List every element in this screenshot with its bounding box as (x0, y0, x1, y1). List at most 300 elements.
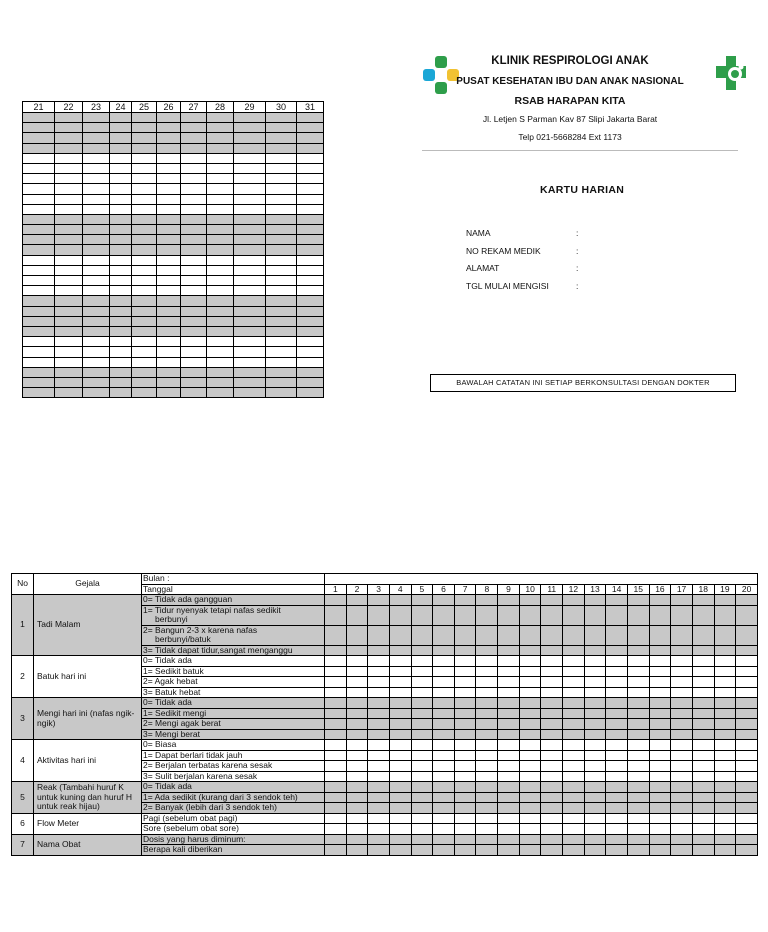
day-entry-cell[interactable] (411, 645, 433, 656)
grid-cell[interactable] (110, 204, 132, 214)
day-entry-cell[interactable] (714, 813, 736, 824)
day-entry-cell[interactable] (714, 750, 736, 761)
day-entry-cell[interactable] (519, 625, 541, 645)
grid-cell[interactable] (207, 306, 234, 316)
grid-cell[interactable] (23, 214, 55, 224)
day-entry-cell[interactable] (541, 834, 563, 845)
grid-cell[interactable] (23, 123, 55, 133)
day-entry-cell[interactable] (736, 698, 758, 709)
grid-cell[interactable] (207, 377, 234, 387)
grid-cell[interactable] (297, 143, 324, 153)
day-entry-cell[interactable] (325, 595, 347, 606)
grid-cell[interactable] (23, 133, 55, 143)
day-entry-cell[interactable] (541, 813, 563, 824)
grid-cell[interactable] (181, 245, 207, 255)
day-entry-cell[interactable] (519, 666, 541, 677)
grid-cell[interactable] (181, 337, 207, 347)
grid-cell[interactable] (110, 113, 132, 123)
day-entry-cell[interactable] (692, 834, 714, 845)
day-entry-cell[interactable] (454, 595, 476, 606)
day-entry-cell[interactable] (627, 656, 649, 667)
day-entry-cell[interactable] (736, 666, 758, 677)
day-entry-cell[interactable] (454, 761, 476, 772)
grid-cell[interactable] (55, 153, 83, 163)
grid-cell[interactable] (266, 286, 297, 296)
grid-cell[interactable] (110, 174, 132, 184)
grid-cell[interactable] (207, 225, 234, 235)
day-entry-cell[interactable] (454, 845, 476, 856)
grid-cell[interactable] (297, 276, 324, 286)
day-entry-cell[interactable] (606, 625, 628, 645)
grid-cell[interactable] (207, 123, 234, 133)
day-entry-cell[interactable] (584, 729, 606, 740)
day-entry-cell[interactable] (606, 834, 628, 845)
day-entry-cell[interactable] (433, 698, 455, 709)
day-entry-cell[interactable] (498, 719, 520, 730)
day-entry-cell[interactable] (454, 677, 476, 688)
day-entry-cell[interactable] (692, 645, 714, 656)
day-entry-cell[interactable] (649, 824, 671, 835)
grid-cell[interactable] (266, 337, 297, 347)
day-entry-cell[interactable] (454, 687, 476, 698)
day-entry-cell[interactable] (671, 845, 693, 856)
grid-cell[interactable] (132, 174, 157, 184)
day-entry-cell[interactable] (627, 803, 649, 814)
grid-cell[interactable] (207, 163, 234, 173)
grid-cell[interactable] (181, 388, 207, 398)
day-entry-cell[interactable] (692, 666, 714, 677)
day-entry-cell[interactable] (411, 771, 433, 782)
day-entry-cell[interactable] (649, 813, 671, 824)
day-entry-cell[interactable] (563, 708, 585, 719)
grid-cell[interactable] (157, 357, 181, 367)
day-entry-cell[interactable] (714, 729, 736, 740)
grid-cell[interactable] (110, 235, 132, 245)
grid-cell[interactable] (110, 265, 132, 275)
day-entry-cell[interactable] (541, 698, 563, 709)
grid-cell[interactable] (55, 214, 83, 224)
grid-cell[interactable] (234, 296, 266, 306)
day-entry-cell[interactable] (389, 677, 411, 688)
day-entry-cell[interactable] (627, 719, 649, 730)
grid-cell[interactable] (234, 326, 266, 336)
grid-cell[interactable] (55, 326, 83, 336)
grid-cell[interactable] (23, 245, 55, 255)
day-entry-cell[interactable] (411, 595, 433, 606)
day-entry-cell[interactable] (389, 698, 411, 709)
grid-cell[interactable] (266, 357, 297, 367)
day-entry-cell[interactable] (606, 595, 628, 606)
grid-cell[interactable] (23, 388, 55, 398)
day-entry-cell[interactable] (433, 595, 455, 606)
day-entry-cell[interactable] (563, 605, 585, 625)
day-entry-cell[interactable] (519, 708, 541, 719)
day-entry-cell[interactable] (519, 719, 541, 730)
grid-cell[interactable] (83, 153, 110, 163)
day-entry-cell[interactable] (411, 834, 433, 845)
day-entry-cell[interactable] (411, 656, 433, 667)
day-entry-cell[interactable] (498, 782, 520, 793)
grid-cell[interactable] (157, 296, 181, 306)
day-entry-cell[interactable] (584, 605, 606, 625)
grid-cell[interactable] (110, 388, 132, 398)
day-entry-cell[interactable] (433, 824, 455, 835)
grid-cell[interactable] (266, 153, 297, 163)
day-entry-cell[interactable] (606, 719, 628, 730)
grid-cell[interactable] (132, 123, 157, 133)
day-entry-cell[interactable] (411, 605, 433, 625)
day-entry-cell[interactable] (714, 719, 736, 730)
grid-cell[interactable] (181, 184, 207, 194)
day-entry-cell[interactable] (368, 813, 390, 824)
day-entry-cell[interactable] (368, 782, 390, 793)
day-entry-cell[interactable] (433, 605, 455, 625)
grid-cell[interactable] (83, 174, 110, 184)
grid-cell[interactable] (83, 184, 110, 194)
day-entry-cell[interactable] (649, 782, 671, 793)
day-entry-cell[interactable] (498, 834, 520, 845)
grid-cell[interactable] (207, 204, 234, 214)
grid-cell[interactable] (181, 194, 207, 204)
day-entry-cell[interactable] (476, 761, 498, 772)
day-entry-cell[interactable] (563, 677, 585, 688)
day-entry-cell[interactable] (627, 740, 649, 751)
day-entry-cell[interactable] (606, 782, 628, 793)
day-entry-cell[interactable] (736, 729, 758, 740)
day-entry-cell[interactable] (563, 656, 585, 667)
day-entry-cell[interactable] (714, 845, 736, 856)
grid-cell[interactable] (55, 143, 83, 153)
grid-cell[interactable] (23, 326, 55, 336)
grid-cell[interactable] (55, 377, 83, 387)
day-entry-cell[interactable] (454, 813, 476, 824)
grid-cell[interactable] (23, 286, 55, 296)
grid-cell[interactable] (234, 316, 266, 326)
grid-cell[interactable] (157, 163, 181, 173)
day-entry-cell[interactable] (368, 834, 390, 845)
day-entry-cell[interactable] (368, 750, 390, 761)
day-entry-cell[interactable] (627, 834, 649, 845)
day-entry-cell[interactable] (389, 605, 411, 625)
grid-cell[interactable] (83, 113, 110, 123)
day-entry-cell[interactable] (627, 824, 649, 835)
day-entry-cell[interactable] (498, 708, 520, 719)
grid-cell[interactable] (266, 123, 297, 133)
day-entry-cell[interactable] (563, 834, 585, 845)
day-entry-cell[interactable] (368, 792, 390, 803)
day-entry-cell[interactable] (714, 605, 736, 625)
day-entry-cell[interactable] (454, 708, 476, 719)
day-entry-cell[interactable] (433, 645, 455, 656)
grid-cell[interactable] (55, 337, 83, 347)
grid-cell[interactable] (23, 194, 55, 204)
day-entry-cell[interactable] (606, 708, 628, 719)
day-entry-cell[interactable] (671, 677, 693, 688)
grid-cell[interactable] (297, 194, 324, 204)
day-entry-cell[interactable] (519, 803, 541, 814)
day-entry-cell[interactable] (389, 803, 411, 814)
day-entry-cell[interactable] (346, 666, 368, 677)
day-entry-cell[interactable] (325, 719, 347, 730)
grid-cell[interactable] (55, 316, 83, 326)
day-entry-cell[interactable] (584, 656, 606, 667)
day-entry-cell[interactable] (692, 792, 714, 803)
grid-cell[interactable] (55, 276, 83, 286)
grid-cell[interactable] (132, 326, 157, 336)
day-entry-cell[interactable] (325, 813, 347, 824)
grid-cell[interactable] (297, 184, 324, 194)
day-entry-cell[interactable] (454, 750, 476, 761)
grid-cell[interactable] (234, 184, 266, 194)
day-entry-cell[interactable] (692, 625, 714, 645)
grid-cell[interactable] (132, 388, 157, 398)
day-entry-cell[interactable] (736, 845, 758, 856)
day-entry-cell[interactable] (714, 687, 736, 698)
day-entry-cell[interactable] (498, 687, 520, 698)
day-entry-cell[interactable] (714, 782, 736, 793)
day-entry-cell[interactable] (346, 740, 368, 751)
day-entry-cell[interactable] (389, 845, 411, 856)
grid-cell[interactable] (132, 225, 157, 235)
day-entry-cell[interactable] (454, 824, 476, 835)
day-entry-cell[interactable] (649, 761, 671, 772)
day-entry-cell[interactable] (714, 834, 736, 845)
day-entry-cell[interactable] (563, 698, 585, 709)
day-entry-cell[interactable] (433, 803, 455, 814)
day-entry-cell[interactable] (389, 834, 411, 845)
grid-cell[interactable] (83, 245, 110, 255)
day-entry-cell[interactable] (498, 803, 520, 814)
grid-cell[interactable] (110, 143, 132, 153)
day-entry-cell[interactable] (498, 792, 520, 803)
day-entry-cell[interactable] (389, 645, 411, 656)
day-entry-cell[interactable] (584, 666, 606, 677)
grid-cell[interactable] (157, 367, 181, 377)
day-entry-cell[interactable] (692, 845, 714, 856)
day-entry-cell[interactable] (346, 698, 368, 709)
grid-cell[interactable] (23, 153, 55, 163)
grid-cell[interactable] (181, 204, 207, 214)
day-entry-cell[interactable] (649, 834, 671, 845)
grid-cell[interactable] (181, 225, 207, 235)
day-entry-cell[interactable] (411, 666, 433, 677)
grid-cell[interactable] (157, 316, 181, 326)
day-entry-cell[interactable] (389, 813, 411, 824)
day-entry-cell[interactable] (692, 595, 714, 606)
grid-cell[interactable] (83, 357, 110, 367)
day-entry-cell[interactable] (584, 803, 606, 814)
grid-cell[interactable] (110, 347, 132, 357)
day-entry-cell[interactable] (649, 750, 671, 761)
day-entry-cell[interactable] (498, 666, 520, 677)
grid-cell[interactable] (110, 225, 132, 235)
day-entry-cell[interactable] (476, 824, 498, 835)
day-entry-cell[interactable] (563, 761, 585, 772)
day-entry-cell[interactable] (519, 761, 541, 772)
grid-cell[interactable] (266, 245, 297, 255)
day-entry-cell[interactable] (671, 813, 693, 824)
day-entry-cell[interactable] (368, 605, 390, 625)
day-entry-cell[interactable] (541, 605, 563, 625)
day-entry-cell[interactable] (325, 792, 347, 803)
grid-cell[interactable] (207, 174, 234, 184)
grid-cell[interactable] (207, 133, 234, 143)
day-entry-cell[interactable] (606, 656, 628, 667)
day-entry-cell[interactable] (606, 605, 628, 625)
day-entry-cell[interactable] (692, 656, 714, 667)
day-entry-cell[interactable] (649, 595, 671, 606)
grid-cell[interactable] (207, 214, 234, 224)
day-entry-cell[interactable] (519, 813, 541, 824)
day-entry-cell[interactable] (519, 729, 541, 740)
day-entry-cell[interactable] (325, 761, 347, 772)
day-entry-cell[interactable] (476, 771, 498, 782)
grid-cell[interactable] (23, 113, 55, 123)
day-entry-cell[interactable] (714, 595, 736, 606)
grid-cell[interactable] (157, 377, 181, 387)
day-entry-cell[interactable] (671, 771, 693, 782)
grid-cell[interactable] (55, 133, 83, 143)
grid-cell[interactable] (132, 347, 157, 357)
grid-cell[interactable] (234, 245, 266, 255)
day-entry-cell[interactable] (454, 656, 476, 667)
day-entry-cell[interactable] (498, 605, 520, 625)
grid-cell[interactable] (297, 316, 324, 326)
day-entry-cell[interactable] (325, 824, 347, 835)
grid-cell[interactable] (181, 133, 207, 143)
day-entry-cell[interactable] (476, 698, 498, 709)
day-entry-cell[interactable] (433, 771, 455, 782)
day-entry-cell[interactable] (346, 750, 368, 761)
day-entry-cell[interactable] (671, 761, 693, 772)
day-entry-cell[interactable] (519, 740, 541, 751)
grid-cell[interactable] (181, 123, 207, 133)
day-entry-cell[interactable] (671, 687, 693, 698)
grid-cell[interactable] (234, 123, 266, 133)
day-entry-cell[interactable] (476, 677, 498, 688)
grid-cell[interactable] (23, 163, 55, 173)
grid-cell[interactable] (207, 113, 234, 123)
day-entry-cell[interactable] (649, 645, 671, 656)
day-entry-cell[interactable] (606, 803, 628, 814)
day-entry-cell[interactable] (649, 792, 671, 803)
day-entry-cell[interactable] (346, 595, 368, 606)
grid-cell[interactable] (83, 388, 110, 398)
day-entry-cell[interactable] (411, 740, 433, 751)
day-entry-cell[interactable] (325, 845, 347, 856)
grid-cell[interactable] (132, 184, 157, 194)
day-entry-cell[interactable] (649, 719, 671, 730)
day-entry-cell[interactable] (368, 645, 390, 656)
day-entry-cell[interactable] (346, 645, 368, 656)
grid-cell[interactable] (266, 306, 297, 316)
day-entry-cell[interactable] (736, 782, 758, 793)
grid-cell[interactable] (83, 377, 110, 387)
day-entry-cell[interactable] (498, 771, 520, 782)
day-entry-cell[interactable] (736, 645, 758, 656)
day-entry-cell[interactable] (692, 687, 714, 698)
day-entry-cell[interactable] (476, 719, 498, 730)
grid-cell[interactable] (266, 143, 297, 153)
day-entry-cell[interactable] (671, 803, 693, 814)
grid-cell[interactable] (23, 337, 55, 347)
grid-cell[interactable] (157, 225, 181, 235)
day-entry-cell[interactable] (692, 750, 714, 761)
grid-cell[interactable] (181, 143, 207, 153)
day-entry-cell[interactable] (714, 824, 736, 835)
day-entry-cell[interactable] (736, 813, 758, 824)
grid-cell[interactable] (234, 347, 266, 357)
grid-cell[interactable] (83, 296, 110, 306)
grid-cell[interactable] (55, 204, 83, 214)
day-entry-cell[interactable] (519, 656, 541, 667)
day-entry-cell[interactable] (714, 698, 736, 709)
day-entry-cell[interactable] (671, 625, 693, 645)
grid-cell[interactable] (132, 153, 157, 163)
day-entry-cell[interactable] (411, 729, 433, 740)
day-entry-cell[interactable] (346, 813, 368, 824)
grid-cell[interactable] (83, 123, 110, 133)
grid-cell[interactable] (266, 276, 297, 286)
grid-cell[interactable] (132, 143, 157, 153)
day-entry-cell[interactable] (627, 845, 649, 856)
day-entry-cell[interactable] (736, 834, 758, 845)
day-entry-cell[interactable] (454, 782, 476, 793)
grid-cell[interactable] (83, 143, 110, 153)
grid-cell[interactable] (181, 214, 207, 224)
day-entry-cell[interactable] (368, 595, 390, 606)
day-entry-cell[interactable] (563, 625, 585, 645)
day-entry-cell[interactable] (736, 750, 758, 761)
grid-cell[interactable] (234, 174, 266, 184)
grid-cell[interactable] (23, 225, 55, 235)
day-entry-cell[interactable] (606, 824, 628, 835)
grid-cell[interactable] (132, 367, 157, 377)
day-entry-cell[interactable] (368, 845, 390, 856)
grid-cell[interactable] (234, 153, 266, 163)
day-entry-cell[interactable] (736, 761, 758, 772)
day-entry-cell[interactable] (498, 729, 520, 740)
day-entry-cell[interactable] (433, 750, 455, 761)
day-entry-cell[interactable] (692, 824, 714, 835)
grid-cell[interactable] (132, 245, 157, 255)
grid-cell[interactable] (55, 184, 83, 194)
grid-cell[interactable] (157, 143, 181, 153)
day-entry-cell[interactable] (541, 761, 563, 772)
day-entry-cell[interactable] (389, 740, 411, 751)
grid-cell[interactable] (110, 357, 132, 367)
day-entry-cell[interactable] (627, 625, 649, 645)
grid-cell[interactable] (181, 255, 207, 265)
grid-cell[interactable] (207, 296, 234, 306)
day-entry-cell[interactable] (411, 803, 433, 814)
day-entry-cell[interactable] (541, 845, 563, 856)
day-entry-cell[interactable] (498, 813, 520, 824)
grid-cell[interactable] (83, 163, 110, 173)
grid-cell[interactable] (234, 194, 266, 204)
day-entry-cell[interactable] (714, 645, 736, 656)
grid-cell[interactable] (297, 377, 324, 387)
day-entry-cell[interactable] (736, 740, 758, 751)
grid-cell[interactable] (23, 367, 55, 377)
day-entry-cell[interactable] (368, 803, 390, 814)
day-entry-cell[interactable] (692, 605, 714, 625)
day-entry-cell[interactable] (476, 656, 498, 667)
day-entry-cell[interactable] (476, 595, 498, 606)
day-entry-cell[interactable] (389, 595, 411, 606)
day-entry-cell[interactable] (671, 595, 693, 606)
day-entry-cell[interactable] (433, 813, 455, 824)
